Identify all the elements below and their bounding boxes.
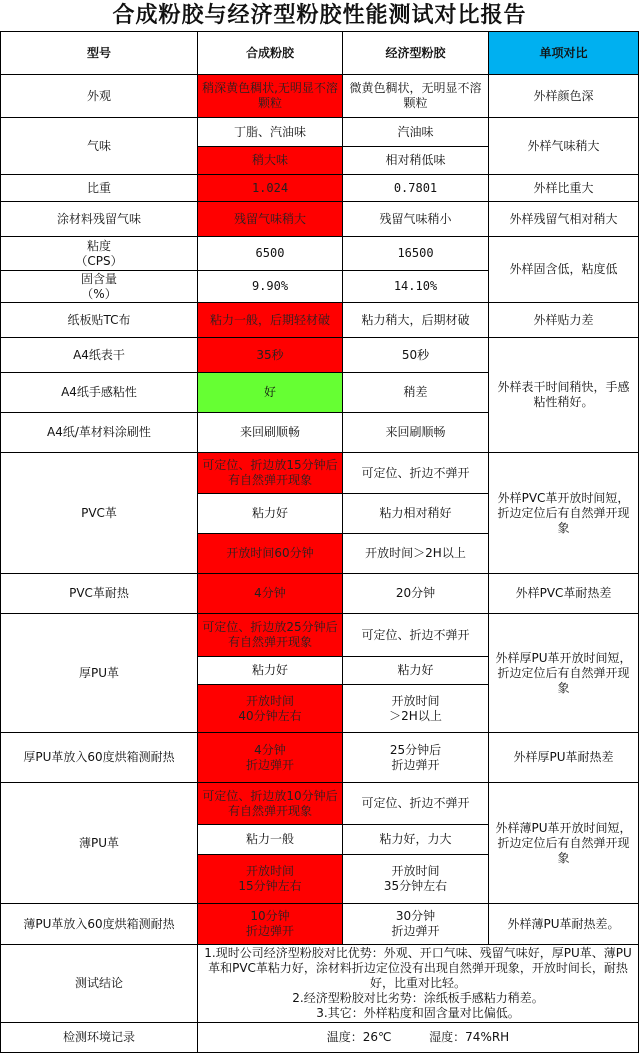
cell-line: 折边弹开 xyxy=(391,924,440,938)
row-label: A4纸手感粘性 xyxy=(1,373,198,413)
cell-line: 40分钟左右 xyxy=(238,708,302,723)
synthetic-cell: 丁脂、汽油味 xyxy=(198,118,343,147)
compare-cell: 外样固含低，粘度低 xyxy=(489,237,639,303)
cell-line: 25分钟后 xyxy=(389,742,442,757)
synthetic-cell xyxy=(198,733,343,783)
synthetic-cell: 来回刷顺畅 xyxy=(198,413,343,453)
environment-values xyxy=(198,1023,639,1053)
table-row xyxy=(1,783,639,825)
header-model: 型号 xyxy=(1,32,198,75)
header-synthetic: 合成粉胶 xyxy=(198,32,343,75)
header-economic: 经济型粉胶 xyxy=(343,32,489,75)
header-compare: 单项对比 xyxy=(489,32,639,75)
synthetic-cell: 6500 xyxy=(198,237,343,271)
synthetic-cell: 可定位、折边放10分钟后有自然弹开现象 xyxy=(198,783,343,825)
row-label: 厚PU革 xyxy=(1,614,198,733)
cell-line: 开放时间 xyxy=(245,693,294,708)
table-row xyxy=(1,733,639,783)
compare-cell: 外样残留气相对稍大 xyxy=(489,202,639,237)
synthetic-cell: 残留气味稍大 xyxy=(198,202,343,237)
cell-line: 15分钟左右 xyxy=(238,879,302,893)
synthetic-cell: 稍深黄色稠状,无明显不溶颗粒 xyxy=(198,75,343,118)
row-label: A4纸/革材料涂刷性 xyxy=(1,413,198,453)
economic-cell: 粘力好，力大 xyxy=(343,825,489,855)
synthetic-cell: 粘力一般 xyxy=(198,825,343,855)
cell-line: 折边弹开 xyxy=(391,757,440,772)
economic-cell: 相对稍低味 xyxy=(343,147,489,175)
compare-cell: 外样PVC革耐热差 xyxy=(489,574,639,614)
synthetic-cell: 4分钟 xyxy=(198,574,343,614)
table-row xyxy=(1,453,639,494)
synthetic-cell xyxy=(198,685,343,733)
economic-cell: 粘力稍大，后期材破 xyxy=(343,303,489,338)
compare-cell: 外样表干时间稍快，手感粘性稍好。 xyxy=(489,338,639,453)
table-row xyxy=(1,118,639,147)
compare-cell: 外样PVC革开放时间短，折边定位后有自然弹开现象 xyxy=(489,453,639,574)
row-label-unit: （CPS） xyxy=(75,253,123,268)
cell-line: 开放时间 xyxy=(391,693,440,708)
table-row xyxy=(1,75,639,118)
compare-cell: 外样颜色深 xyxy=(489,75,639,118)
environment-row xyxy=(1,1023,639,1053)
cell-line: 10分钟 xyxy=(250,909,290,923)
synthetic-cell: 好 xyxy=(198,373,343,413)
header-row xyxy=(1,32,639,75)
synthetic-cell xyxy=(198,855,343,904)
table-row xyxy=(1,202,639,237)
cell-line: 折边弹开 xyxy=(245,757,294,772)
row-label xyxy=(1,271,198,303)
compare-cell: 外样贴力差 xyxy=(489,303,639,338)
economic-cell: 来回刷顺畅 xyxy=(343,413,489,453)
synthetic-cell: 稍大味 xyxy=(198,147,343,175)
row-label: 薄PU革 xyxy=(1,783,198,904)
row-label-unit: （%） xyxy=(81,286,117,301)
synthetic-cell: 可定位、折边放25分钟后有自然弹开现象 xyxy=(198,614,343,657)
row-label xyxy=(1,237,198,271)
row-label: A4纸表干 xyxy=(1,338,198,373)
synthetic-cell: 粘力好 xyxy=(198,494,343,534)
row-label: PVC革 xyxy=(1,453,198,574)
row-label-main: 粘度 xyxy=(86,238,111,253)
table-row xyxy=(1,338,639,373)
synthetic-cell: 可定位、折边放15分钟后有自然弹开现象 xyxy=(198,453,343,494)
row-label: 薄PU革放入60度烘箱测耐热 xyxy=(1,904,198,945)
table-row xyxy=(1,303,639,338)
economic-cell: 可定位、折边不弹开 xyxy=(343,783,489,825)
conclusion-line: 1.现时公司经济型粉胶对比优势：外观、开口气味、残留气味好，厚PU革、薄PU革和PVC革粘力好，涂材料折边定位没有出现自然弹开现象，开放时间长，耐热好，比重对比轻。 xyxy=(204,946,632,990)
economic-cell: 16500 xyxy=(343,237,489,271)
cell-line: 35分钟左右 xyxy=(383,879,448,893)
cell-line: 开放时间 xyxy=(391,864,440,878)
economic-cell: 可定位、折边不弹开 xyxy=(343,453,489,494)
synthetic-cell xyxy=(198,904,343,945)
economic-cell: 20分钟 xyxy=(343,574,489,614)
cell-line: 折边弹开 xyxy=(245,924,294,938)
economic-cell xyxy=(343,685,489,733)
table-row xyxy=(1,574,639,614)
row-label: 气味 xyxy=(1,118,198,175)
economic-cell xyxy=(343,855,489,904)
row-label: 比重 xyxy=(1,175,198,202)
conclusion-text xyxy=(198,945,639,1023)
economic-cell: 粘力相对稍好 xyxy=(343,494,489,534)
compare-cell: 外样厚PU革开放时间短，折边定位后有自然弹开现象 xyxy=(489,614,639,733)
row-label: 厚PU革放入60度烘箱测耐热 xyxy=(1,733,198,783)
compare-cell: 外样厚PU革耐热差 xyxy=(489,733,639,783)
humidity: 湿度：74%RH xyxy=(429,1030,510,1044)
cell-line: ＞2H以上 xyxy=(389,708,442,723)
economic-cell: 微黄色稠状，无明显不溶颗粒 xyxy=(343,75,489,118)
row-label: 涂材料残留气味 xyxy=(1,202,198,237)
compare-cell: 外样气味稍大 xyxy=(489,118,639,175)
synthetic-cell: 35秒 xyxy=(198,338,343,373)
report-title: 合成粉胶与经济型粉胶性能测试对比报告 xyxy=(112,3,527,28)
conclusion-line: 3.其它：外样粘度和固含量对比偏低。 xyxy=(316,1006,520,1020)
economic-cell: 开放时间＞2H以上 xyxy=(343,534,489,574)
conclusion-line: 2.经济型粉胶对比劣势：涂纸板手感粘力稍差。 xyxy=(292,991,544,1005)
synthetic-cell: 1.024 xyxy=(198,175,343,202)
synthetic-cell: 9.90% xyxy=(198,271,343,303)
cell-line: 开放时间 xyxy=(245,864,294,878)
economic-cell: 汽油味 xyxy=(343,118,489,147)
row-label-main: 固含量 xyxy=(80,271,117,286)
economic-cell: 粘力好 xyxy=(343,657,489,685)
row-label: 测试结论 xyxy=(1,945,198,1023)
economic-cell: 可定位、折边不弹开 xyxy=(343,614,489,657)
row-label: PVC革耐热 xyxy=(1,574,198,614)
economic-cell: 50秒 xyxy=(343,338,489,373)
compare-cell: 外样比重大 xyxy=(489,175,639,202)
temperature: 温度：26℃ xyxy=(326,1030,392,1044)
table-row xyxy=(1,237,639,271)
row-label: 纸板贴TC布 xyxy=(1,303,198,338)
table-row xyxy=(1,175,639,202)
synthetic-cell: 粘力一般，后期轻材破 xyxy=(198,303,343,338)
compare-cell: 外样薄PU革耐热差。 xyxy=(489,904,639,945)
cell-line: 4分钟 xyxy=(254,742,286,757)
economic-cell: 14.10% xyxy=(343,271,489,303)
economic-cell: 稍差 xyxy=(343,373,489,413)
economic-cell: 残留气味稍小 xyxy=(343,202,489,237)
compare-cell: 外样薄PU革开放时间短，折边定位后有自然弹开现象 xyxy=(489,783,639,904)
economic-cell xyxy=(343,904,489,945)
conclusion-row xyxy=(1,945,639,1023)
table-row xyxy=(1,904,639,945)
synthetic-cell: 开放时间60分钟 xyxy=(198,534,343,574)
economic-cell: 0.7801 xyxy=(343,175,489,202)
row-label: 检测环境记录 xyxy=(1,1023,198,1053)
economic-cell xyxy=(343,733,489,783)
cell-line: 30分钟 xyxy=(395,909,436,923)
table-row xyxy=(1,614,639,657)
comparison-table xyxy=(0,31,639,1053)
row-label: 外观 xyxy=(1,75,198,118)
synthetic-cell: 粘力好 xyxy=(198,657,343,685)
